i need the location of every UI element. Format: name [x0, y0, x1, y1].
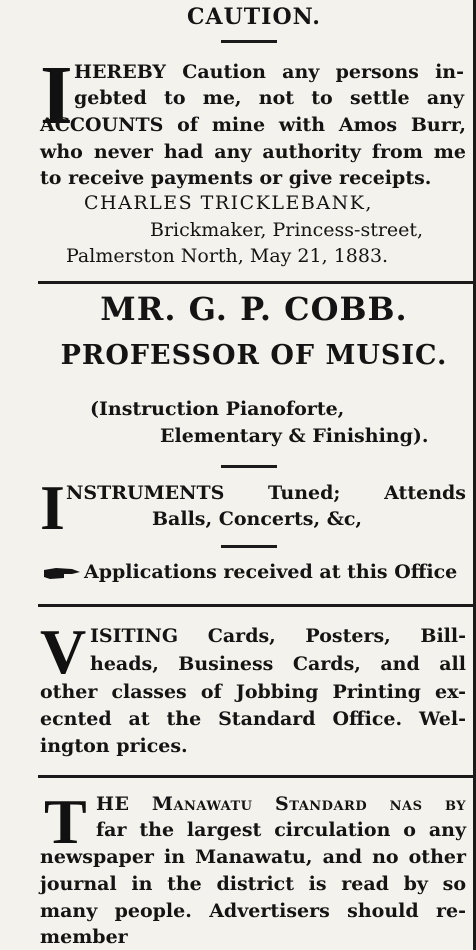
- caution-line-4: who never had any authority from me: [40, 141, 466, 163]
- cobb-applications: Applications received at this Office: [84, 561, 458, 583]
- visiting-line-3: other classes of Jobbing Printing ex-: [40, 681, 466, 703]
- visiting-line-4: ecnted at the Standard Office. Wel-: [40, 708, 466, 730]
- cobb-title: PROFESSOR OF MUSIC.: [60, 340, 448, 371]
- cobb-name: MR. G. P. COBB.: [100, 290, 408, 328]
- cobb-drop-cap: I: [40, 472, 65, 543]
- manawatu-line-2: far the largest circulation o any: [96, 819, 466, 841]
- visiting-line-1: ISITING Cards, Posters, Bill-: [90, 625, 466, 647]
- manawatu-line-1: HE Manawatu Standard nas by: [96, 793, 466, 815]
- caution-signature: CHARLES TRICKLEBANK,: [84, 192, 373, 214]
- manawatu-line-3: newspaper in Manawatu, and no other: [40, 846, 466, 868]
- cobb-instruction-1: (Instruction Pianoforte,: [90, 398, 345, 420]
- manawatu-drop-cap: T: [44, 786, 87, 857]
- section-rule: [38, 775, 476, 778]
- caution-line-1: HEREBY Caution any persons in-: [74, 61, 464, 83]
- caution-divider: [221, 40, 277, 43]
- visiting-drop-cap: V: [40, 616, 87, 687]
- caution-occupation: Brickmaker, Princess-street,: [150, 219, 424, 241]
- visiting-line-2: heads, Business Cards, and all: [90, 653, 466, 675]
- caution-place-date: Palmerston North, May 21, 1883.: [66, 245, 389, 267]
- cobb-divider-2: [221, 545, 277, 548]
- section-rule: [38, 281, 476, 284]
- cobb-divider-1: [221, 465, 277, 468]
- caution-line-5: to receive payments or give receipts.: [40, 167, 432, 189]
- section-rule: [38, 604, 476, 607]
- caution-drop-cap: I: [40, 49, 73, 142]
- caution-line-2: gebted to me, not to settle any: [74, 87, 464, 109]
- manawatu-line-6: member: [40, 926, 128, 948]
- pointing-hand-icon: [42, 564, 82, 582]
- cobb-instruction-2: Elementary & Finishing).: [160, 425, 429, 447]
- cobb-instruments-2: Balls, Concerts, &c,: [152, 508, 363, 530]
- visiting-line-5: ington prices.: [40, 735, 188, 757]
- caution-line-3: ACCOUNTS of mine with Amos Burr,: [40, 114, 466, 136]
- manawatu-line-5: many people. Advertisers should re-: [40, 900, 466, 922]
- manawatu-line-4: journal in the district is read by so: [40, 873, 466, 895]
- cobb-instruments-1: NSTRUMENTS Tuned; Attends: [66, 482, 466, 504]
- caution-heading: CAUTION.: [187, 4, 321, 30]
